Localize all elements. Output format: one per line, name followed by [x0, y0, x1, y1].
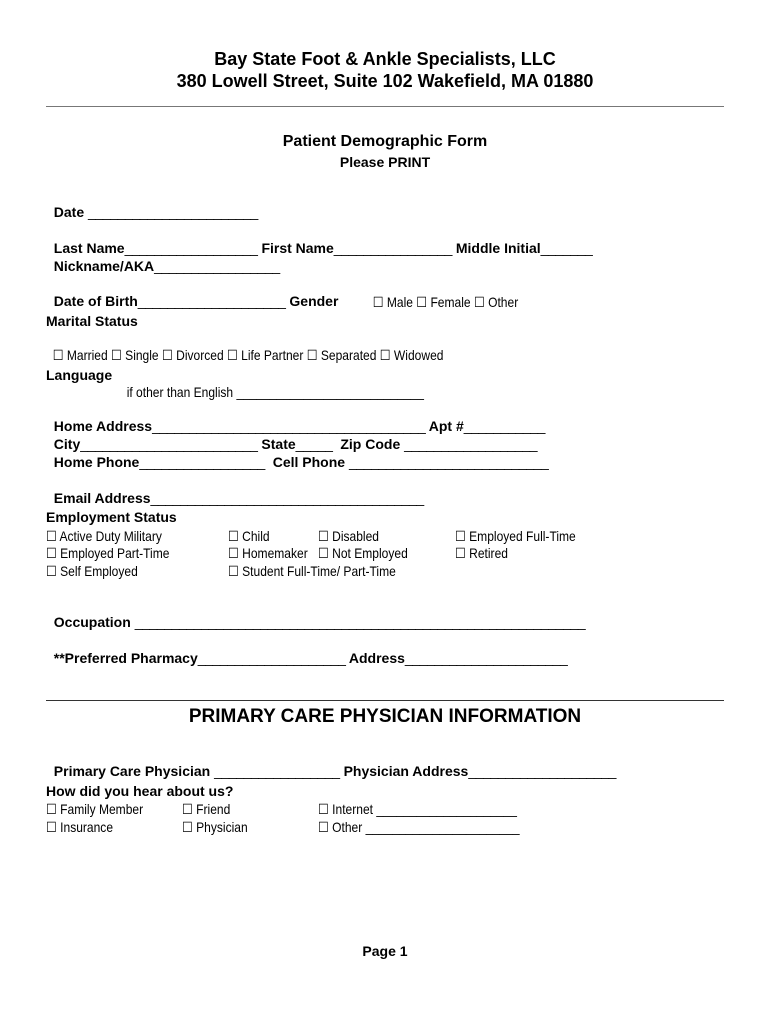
marital-option: Widowed [393, 347, 444, 363]
checkbox-icon[interactable]: ☐ [161, 347, 173, 363]
employment-option: Employed Full-Time [469, 528, 576, 544]
internet-blank[interactable]: _____________________ [376, 801, 517, 817]
last-name-label: Last Name [53, 240, 125, 256]
checkbox-icon[interactable]: ☐ [46, 545, 57, 561]
hear-option-item [318, 801, 517, 818]
marital-option: Single [125, 347, 159, 363]
employment-option: Student Full-Time/ Part-Time [242, 563, 396, 579]
pharmacy-label: **Preferred Pharmacy [53, 650, 198, 666]
marital-option: Separated [320, 347, 377, 363]
date-blank[interactable]: _______________________ [88, 204, 258, 220]
city-label: City [53, 436, 81, 452]
checkbox-icon[interactable]: ☐ [182, 819, 193, 835]
employment-option-item [228, 528, 270, 545]
form-title: Patient Demographic Form [282, 133, 488, 150]
page-number: Page 1 [362, 943, 408, 959]
city-blank[interactable]: ________________________ [80, 436, 258, 452]
employment-option: Employed Part-Time [60, 545, 170, 561]
checkbox-icon[interactable]: ☐ [226, 347, 238, 363]
checkbox-icon[interactable]: ☐ [318, 801, 329, 817]
zip-blank[interactable]: __________________ [404, 436, 538, 452]
zip-label: Zip Code [340, 436, 401, 452]
pharmacy-blank[interactable]: ____________________ [197, 650, 346, 666]
language-label: Language [46, 367, 113, 383]
nickname-row [46, 242, 280, 274]
gender-option-female: Female [430, 294, 471, 310]
pharmacy-row [46, 634, 567, 666]
pcp-row [46, 747, 616, 779]
employment-option-item [455, 545, 508, 562]
cell-phone-label: Cell Phone [272, 454, 346, 470]
marital-status-label: Marital Status [46, 313, 138, 329]
checkbox-icon[interactable]: ☐ [46, 801, 57, 817]
dob-blank[interactable]: ____________________ [137, 293, 286, 309]
gender-options [366, 278, 518, 311]
checkbox-icon[interactable]: ☐ [455, 545, 466, 561]
pcp-label: Primary Care Physician [53, 763, 211, 779]
employment-option-item [318, 528, 379, 545]
employment-option: Active Duty Military [59, 528, 162, 544]
other-blank[interactable]: _______________________ [365, 819, 520, 835]
hear-option-item [182, 819, 248, 836]
gender-label: Gender [289, 293, 339, 309]
form-subtitle: Please PRINT [339, 154, 431, 170]
marital-option: Married [66, 347, 108, 363]
employment-option-item [455, 528, 576, 545]
employment-option-item [46, 528, 162, 545]
pcp-heading: PRIMARY CARE PHYSICIAN INFORMATION [188, 706, 582, 727]
employment-option: Not Employed [332, 545, 408, 561]
hear-option-item [318, 819, 520, 836]
hear-option-item [46, 801, 143, 818]
cell-phone-blank[interactable]: ___________________________ [348, 454, 549, 470]
email-blank[interactable]: _____________________________________ [150, 490, 424, 506]
employment-option: Homemaker [242, 545, 308, 561]
checkbox-icon[interactable]: ☐ [46, 819, 57, 835]
checkbox-icon[interactable]: ☐ [318, 819, 329, 835]
apt-blank[interactable]: ___________ [463, 418, 545, 434]
checkbox-icon[interactable]: ☐ [228, 545, 239, 561]
pcp-address-blank[interactable]: ____________________ [468, 763, 617, 779]
middle-initial-label: Middle Initial [455, 240, 541, 256]
language-blank[interactable]: ____________________________ [236, 384, 424, 400]
section-divider [46, 700, 724, 701]
nickname-blank[interactable]: _________________ [154, 258, 280, 274]
home-phone-blank[interactable]: _________________ [139, 454, 265, 470]
hear-option: Physician [196, 819, 248, 835]
hear-option: Insurance [60, 819, 114, 835]
dob-row [46, 277, 338, 309]
gender-option-other: Other [488, 294, 519, 310]
checkbox-icon[interactable]: ☐ [306, 347, 318, 363]
middle-initial-blank[interactable]: _______ [540, 240, 593, 256]
company-name: Bay State Foot & Ankle Specialists, LLC [214, 49, 556, 69]
dob-label: Date of Birth [53, 293, 138, 309]
state-label: State [261, 436, 296, 452]
state-blank[interactable]: _____ [295, 436, 333, 452]
occupation-blank[interactable]: _____________________________________________________________ [134, 614, 586, 630]
date-field[interactable] [46, 188, 258, 220]
hear-option: Internet [332, 801, 373, 817]
home-address-blank[interactable]: _____________________________________ [152, 418, 426, 434]
pharmacy-address-label: Address [348, 650, 405, 666]
hear-option-item [182, 801, 230, 818]
last-name-blank[interactable]: __________________ [124, 240, 258, 256]
hear-option-item [46, 819, 113, 836]
checkbox-icon[interactable]: ☐ [46, 528, 57, 544]
checkbox-icon[interactable]: ☐ [46, 563, 57, 579]
language-note-row [120, 368, 424, 400]
language-note: if other than English [126, 384, 234, 400]
checkbox-icon[interactable]: ☐ [52, 347, 64, 363]
checkbox-icon[interactable]: ☐ [455, 528, 466, 544]
first-name-label: First Name [261, 240, 334, 256]
employment-option-item [228, 545, 308, 562]
checkbox-icon[interactable]: ☐ [473, 294, 485, 310]
employment-option: Self Employed [60, 563, 138, 579]
marital-option: Divorced [176, 347, 224, 363]
header-divider [46, 106, 724, 107]
hear-question: How did you hear about us? [46, 783, 234, 799]
email-label: Email Address [53, 490, 151, 506]
pcp-blank[interactable]: _________________ [214, 763, 340, 779]
checkbox-icon[interactable]: ☐ [318, 545, 329, 561]
pcp-address-label: Physician Address [343, 763, 469, 779]
employment-option-item [46, 545, 169, 562]
employment-option-item [46, 563, 138, 580]
first-name-blank[interactable]: ________________ [333, 240, 452, 256]
home-address-label: Home Address [53, 418, 153, 434]
checkbox-icon[interactable]: ☐ [318, 528, 329, 544]
hear-option: Other [332, 819, 363, 835]
employment-option-item [228, 563, 396, 580]
date-label: Date [53, 204, 85, 220]
checkbox-icon[interactable]: ☐ [228, 528, 239, 544]
employment-option: Retired [469, 545, 508, 561]
phone-row [46, 438, 548, 470]
hear-option: Friend [196, 801, 231, 817]
checkbox-icon[interactable]: ☐ [111, 347, 122, 363]
employment-option: Child [242, 528, 270, 544]
checkbox-icon[interactable]: ☐ [228, 563, 239, 579]
pharmacy-address-blank[interactable]: ______________________ [404, 650, 568, 666]
employment-status-label: Employment Status [46, 509, 177, 525]
hear-option: Family Member [60, 801, 144, 817]
occupation-label: Occupation [53, 614, 131, 630]
checkbox-icon[interactable]: ☐ [182, 801, 193, 817]
marital-options [46, 331, 443, 364]
home-phone-label: Home Phone [53, 454, 140, 470]
checkbox-icon[interactable]: ☐ [372, 294, 384, 310]
company-address: 380 Lowell Street, Suite 102 Wakefield, MA 01880 [176, 71, 594, 91]
marital-option: Life Partner [241, 347, 304, 363]
checkbox-icon[interactable]: ☐ [416, 294, 428, 310]
nickname-label: Nickname/AKA [53, 258, 155, 274]
checkbox-icon[interactable]: ☐ [379, 347, 391, 363]
gender-option-male: Male [386, 294, 413, 310]
email-row [46, 474, 424, 506]
occupation-row [46, 598, 585, 630]
apt-label: Apt # [428, 418, 464, 434]
employment-option: Disabled [332, 528, 380, 544]
employment-option-item [318, 545, 408, 562]
